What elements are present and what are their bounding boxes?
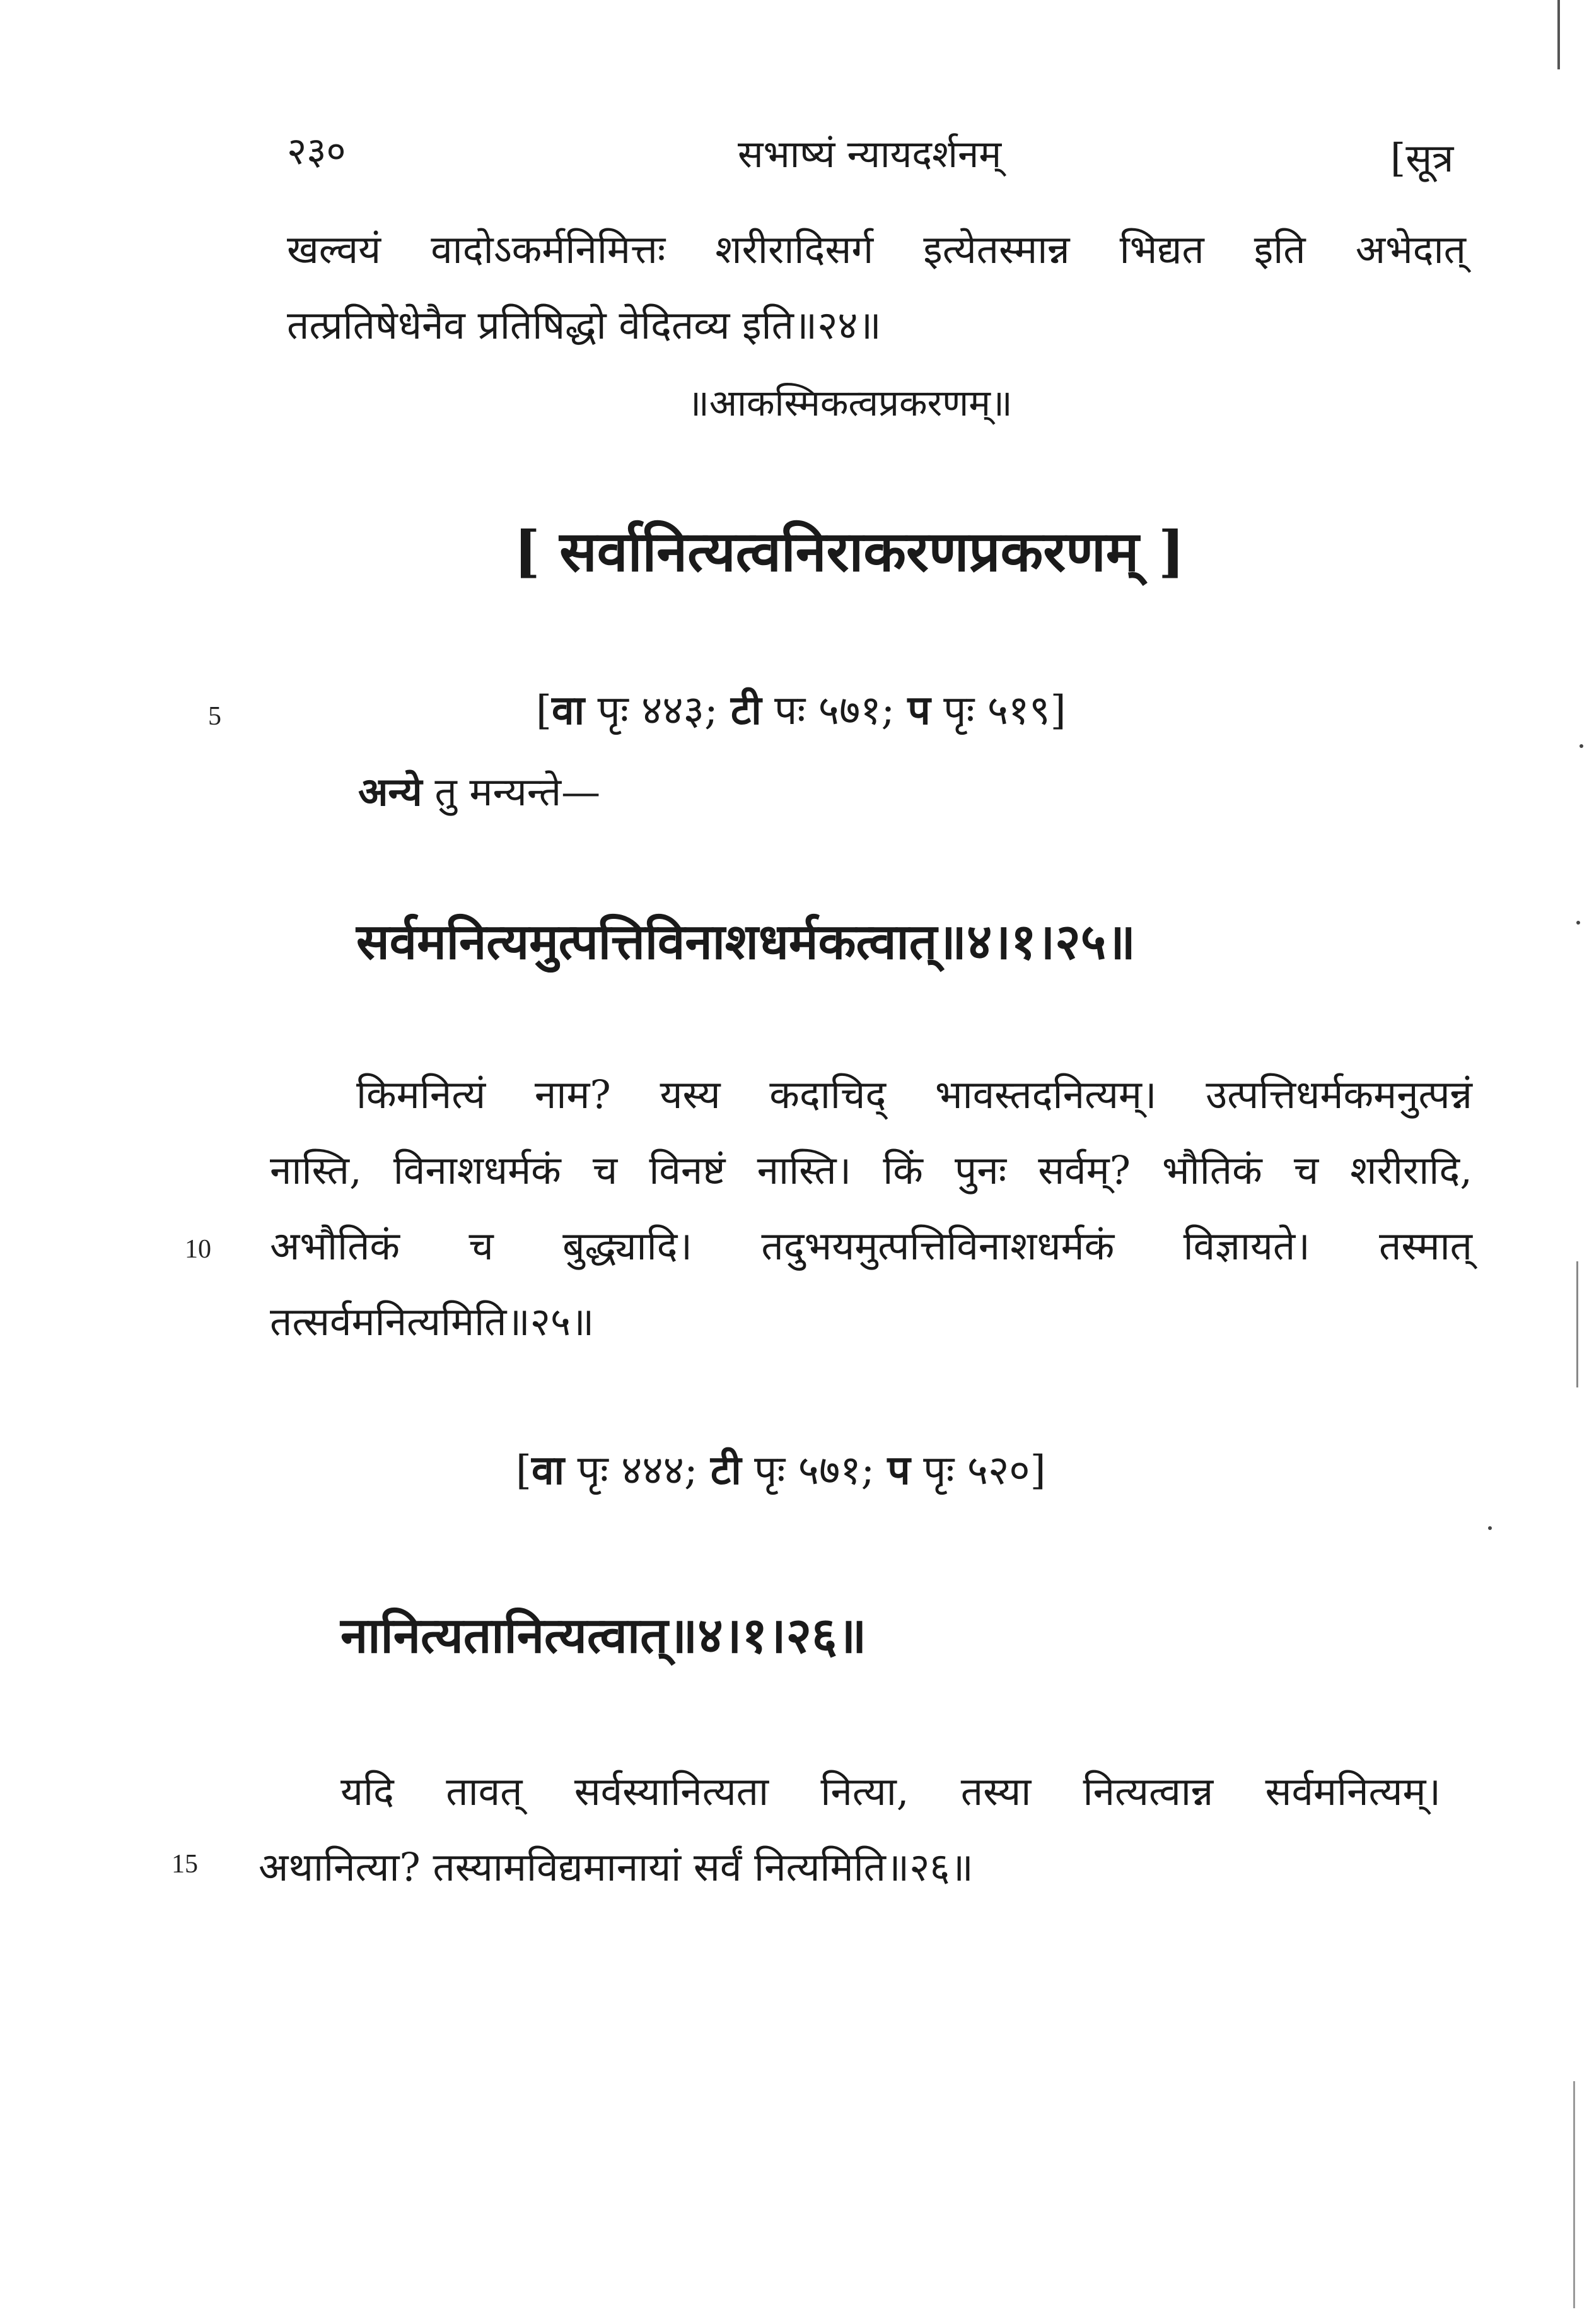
scan-edge-mark: [1573, 2081, 1575, 2308]
prakarana-end-mark: ॥आकस्मिकत्वप्रकरणम्॥: [687, 382, 1013, 424]
ref-open: [: [536, 687, 552, 734]
ref-close: ]: [1030, 1447, 1046, 1494]
reference-bracket-2: [516, 1447, 1046, 1494]
continuation-line-2: तत्प्रतिषेधेनैव प्रतिषिद्धो वेदितव्य इति॥२४॥: [287, 302, 881, 348]
commentary-25-line-1: किमनित्यं नाम? यस्य कदाचिद् भावस्तदनित्यम्। उत्पत्तिधर्मकमनुत्पन्नं: [356, 1071, 1472, 1118]
intro-line: [358, 769, 601, 815]
ref-ti-text: पः ५७१;: [761, 687, 908, 734]
sutra-25: सर्वमनित्यमुत्पत्तिविनाशधर्मकत्वात्॥४।१।२५॥: [356, 913, 1136, 971]
page-number: २३०: [287, 129, 346, 173]
scan-edge-mark: [1557, 0, 1560, 69]
section-heading: [ सर्वानित्यत्वनिराकरणप्रकरणम् ]: [514, 518, 1185, 584]
scan-speck: [1488, 1526, 1492, 1530]
commentary-26-line-2: अथानित्या? तस्यामविद्यमानायां सर्वं नित्यमिति॥२६॥: [259, 1844, 974, 1890]
ref-close: ]: [1050, 687, 1066, 734]
section-label: [सूत्र: [1390, 135, 1454, 181]
ref-pa-label: प: [887, 1447, 910, 1494]
intro-rest: तु मन्यन्ते—: [422, 769, 601, 815]
scan-edge-mark: [1576, 1261, 1578, 1387]
ref-va-label: वा: [531, 1447, 565, 1494]
ref-va-text: पृः ४४३;: [585, 687, 731, 734]
line-number-10: 10: [185, 1235, 211, 1264]
continuation-line-1: खल्वयं वादोऽकर्मनिमित्तः शरीरादिसर्ग इत्येतस्मान्न भिद्यत इति अभेदात्: [287, 226, 1466, 272]
ref-va-text: पृः ४४४;: [564, 1447, 711, 1494]
commentary-25-line-4: तत्सर्वमनित्यमिति॥२५॥: [270, 1299, 595, 1345]
ref-pa-text: पृः ५१९: [930, 687, 1050, 734]
line-number-5: 5: [208, 702, 221, 731]
ref-ti-label: टी: [710, 1447, 742, 1494]
commentary-25-line-3: अभौतिकं च बुद्ध्यादि। तदुभयमुत्पत्तिविनाशधर्मकं विज्ञायते। तस्मात्: [270, 1223, 1472, 1269]
ref-pa-label: प: [907, 687, 931, 734]
commentary-25-line-2: नास्ति, विनाशधर्मकं च विनष्टं नास्ति। किं पुनः सर्वम्? भौतिकं च शरीरादि,: [270, 1147, 1472, 1193]
reference-bracket-1: [536, 687, 1066, 734]
intro-bold: अन्ये: [358, 769, 422, 815]
ref-va-label: वा: [551, 687, 585, 734]
commentary-26-line-1: यदि तावत् सर्वस्यानित्यता नित्या, तस्या नित्यत्वान्न सर्वमनित्यम्।: [340, 1768, 1441, 1814]
ref-open: [: [516, 1447, 532, 1494]
scan-speck: [1576, 921, 1580, 925]
scan-speck: [1579, 744, 1583, 748]
ref-pa-text: पृः ५२०: [910, 1447, 1030, 1494]
ref-ti-label: टी: [730, 687, 762, 734]
running-title: सभाष्यं न्यायदर्शनम्: [738, 132, 1002, 177]
line-number-15: 15: [172, 1850, 198, 1879]
ref-ti-text: पृः ५७१;: [741, 1447, 888, 1494]
sutra-26: नानित्यतानित्यत्वात्॥४।१।२६॥: [340, 1607, 867, 1664]
